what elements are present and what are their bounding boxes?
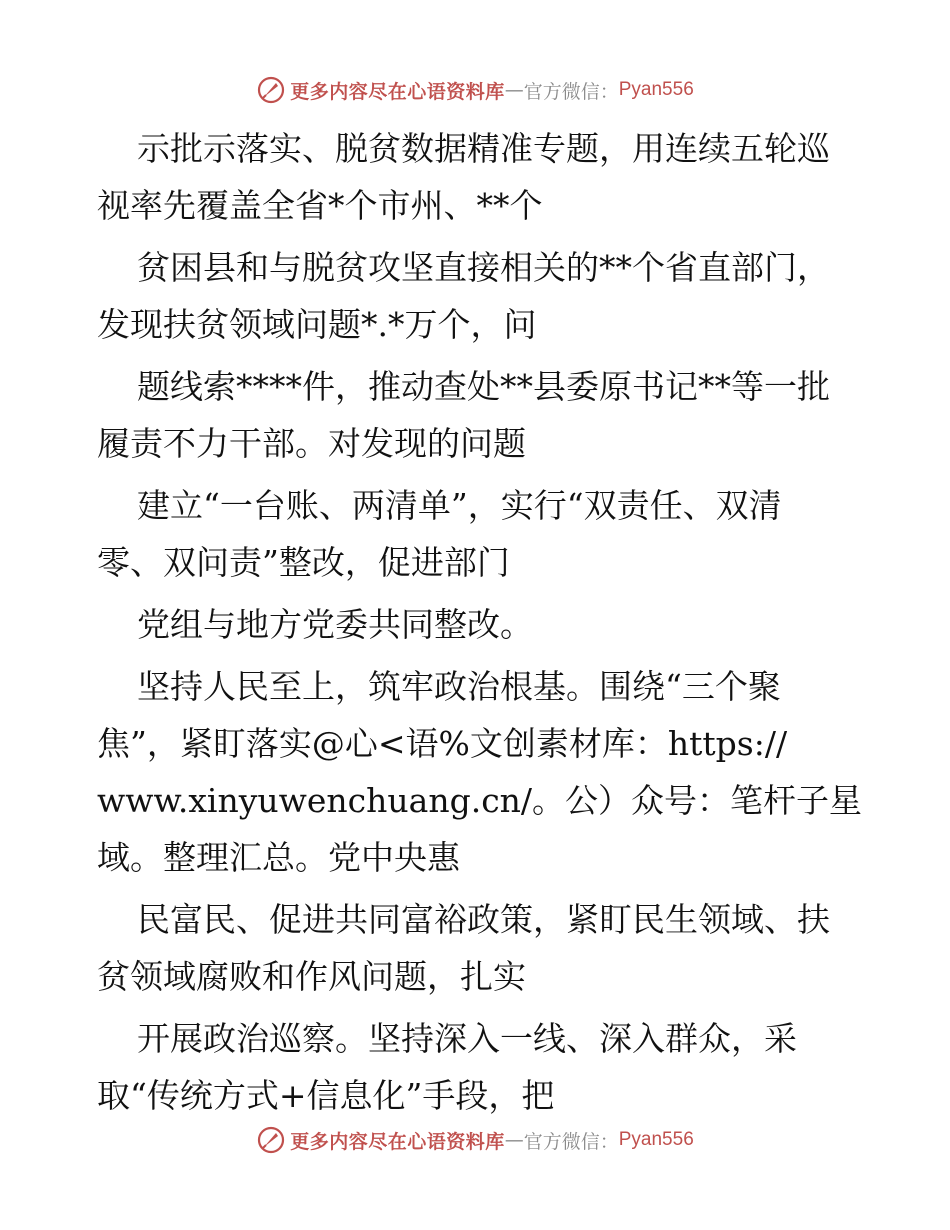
footer-watermark bbox=[0, 1120, 950, 1160]
paragraph bbox=[97, 239, 857, 353]
text-line: 焦”，紧盯落实@心<语%文创素材库：https:// bbox=[97, 724, 788, 763]
watermark-wechat-id: Pyan556 bbox=[618, 79, 694, 100]
text-line: 履责不力干部。对发现的问题 bbox=[97, 424, 526, 463]
text-line: 贫困县和与脱贫攻坚直接相关的**个省直部门， bbox=[137, 248, 830, 287]
text-line: 题线索****件，推动查处**县委原书记**等一批 bbox=[137, 367, 830, 406]
paragraph bbox=[97, 596, 857, 653]
header-watermark bbox=[0, 70, 950, 110]
text-line: 党组与地方党委共同整改。 bbox=[137, 605, 533, 644]
watermark-wechat-label: 官方微信： bbox=[523, 1130, 619, 1153]
watermark-separator: — bbox=[504, 79, 524, 101]
text-line: 坚持人民至上，筑牢政治根基。围绕“三个聚 bbox=[137, 667, 781, 706]
document-body bbox=[97, 120, 863, 1129]
text-line: 视率先覆盖全省*个市州、**个 bbox=[97, 186, 543, 225]
text-line: 示批示落实、脱贫数据精准专题，用连续五轮巡 bbox=[137, 129, 830, 168]
paragraph bbox=[97, 477, 857, 591]
paragraph bbox=[97, 1010, 857, 1124]
watermark-wechat-label: 官方微信： bbox=[523, 80, 619, 103]
text-line: 民富民、促进共同富裕政策，紧盯民生领域、扶 bbox=[137, 900, 830, 939]
text-line: 贫领域腐败和作风问题，扎实 bbox=[97, 957, 526, 996]
text-line: 发现扶贫领域问题*.*万个，问 bbox=[97, 305, 537, 344]
quill-logo-icon bbox=[256, 1125, 286, 1155]
quill-logo-icon bbox=[256, 75, 286, 105]
paragraph bbox=[97, 891, 857, 1005]
watermark-separator: — bbox=[504, 1129, 524, 1151]
paragraph bbox=[97, 358, 857, 472]
text-line: 域。整理汇总。党中央惠 bbox=[97, 838, 460, 877]
text-line: 建立“一台账、两清单”，实行“双责任、双清 bbox=[137, 486, 782, 525]
text-line: www.xinyuwenchuang.cn/。公）众号：笔杆子星 bbox=[97, 781, 863, 820]
paragraph bbox=[97, 120, 857, 234]
text-line: 零、双问责”整改，促进部门 bbox=[97, 543, 510, 582]
paragraph bbox=[97, 658, 863, 886]
text-line: 开展政治巡察。坚持深入一线、深入群众，采 bbox=[137, 1019, 797, 1058]
text-line: 取“传统方式+信息化”手段，把 bbox=[97, 1076, 555, 1115]
watermark-main-text: 更多内容尽在心语资料库 bbox=[290, 1130, 505, 1153]
watermark-wechat-id: Pyan556 bbox=[618, 1129, 694, 1150]
watermark-main-text: 更多内容尽在心语资料库 bbox=[290, 80, 505, 103]
